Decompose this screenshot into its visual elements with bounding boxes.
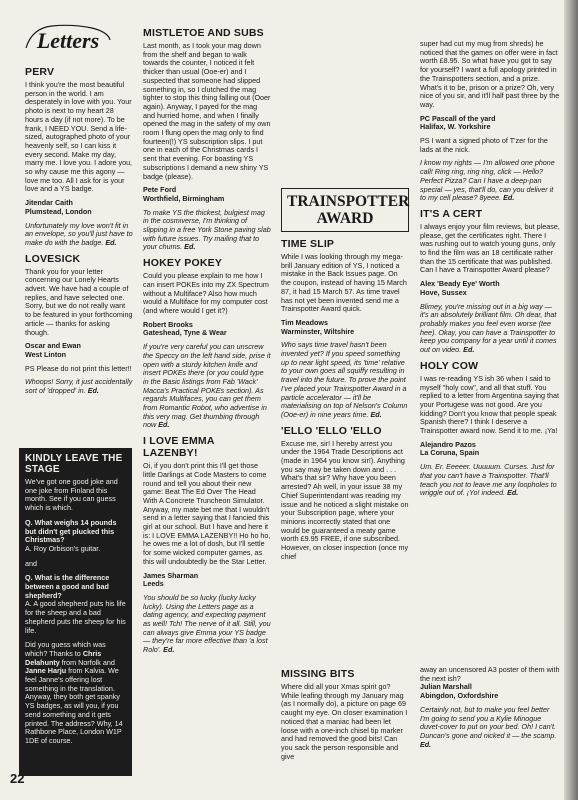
ello-reply: I know my rights — I'm allowed one phone call! Ring ring, ring ring, click — Hello? Perfect Pizza? Can I have a deep-pan special — yes, that'll do, can you deliver it to my cell please? 8yeee. [420,158,555,203]
mistletoe-sig-name: Pete Ford [143,185,177,195]
emma-sig-name: James Sharman [143,570,199,580]
mistletoe-body: Last month, as I took your mag down from the shelf and began to walk towards the counter, I noticed it felt thicker than usual (Ooe-er) and I suspected that someone had slipped something in, so I clutched the mag tighter to stop this thing falling out (Ooer again). Anyway, I payed for the mag and hurried home, and when I finally opened the mag in the safety of my own room I flung open the mag only to find fourteen(!) YS subscription slips. I put one in each of the Christmas cards I sent that evening. For boasting YS subscriptions I demand a new shiny YS badge (please). [143,41,271,181]
ello-ps: PS I want a signed photo of T'zer for the lads at the nick. [420,136,548,154]
ello-sig-place: Halifax, W. Yorkshire [420,122,491,132]
binding-gutter [564,0,578,800]
missing-bits-left [281,668,409,766]
timeslip-sig-name: Tim Meadows [281,317,328,327]
holy-heading: HOLY COW [420,359,479,372]
ello-body: Excuse me, sir! I hereby arrest you under the 1964 Trade Descriptions act (made in 1964 you know sir!). Anything you say may be taken down and . . . What's that sir? Why have you been arrested? Ah well, in your issue 38 my Chief Superintendant was reading my issue and he noticed a slight mistake on your Subscription page, where your minions incorrectly stated that one would be guaranteed a meaty game worth £9.95 FREE, if one subscribed. However, on closer inspection (once my chief [281,438,409,561]
kindly-closing-a: Did you guess which was which? Thanks to [25,640,106,658]
missing-reply: Certainly not, but to make you feel better I'm going to send you a Kylie Minogue duvet-cover to put on your bed. Oh! I can't. Duncan's gone and nicked it — the scamp. [420,704,557,740]
kindly-intro: We've got one good joke and one joke from Finland this month. See if you can guess which is which. [25,477,118,513]
column-1 [25,66,133,401]
perv-reply-ed: Ed. [105,237,117,247]
emma-reply: You should be so lucky (lucky lucky lucky). Using the Letters page as a dating agency, and expecting payment as well! Tch! The nerve of it all. Still, you can always give Emma your YS badge — they're far more effective than 'a lost Rolo'. [143,592,271,655]
kindly-closing-name2: Janne Harju [25,666,67,676]
kindly-closing-b: from Norfolk and [61,657,115,667]
hokey-body: Could you please explain to me how I can insert POKEs into my ZX Spectrum without a Multiface? Also how much would a Multiface for my computer cost (and where would I get it?) [143,271,269,315]
missing-body: Where did all your Xmas spirit go? While leafing through my January mag (as I normally do), a picture on page 69 caught my eye. On closer examination I noticed that a maniac had been let loose with a one-inch chisel tip marker and had removed the good bits! Can you sack the person responsible and give [281,682,408,761]
hokey-sig-place: Gateshead, Tyne & Wear [143,328,227,338]
kindly-a1: A. Roy Orbison's guitar. [25,543,101,553]
cert-sig-place: Hove, Sussex [420,287,467,297]
missing-sig-place: Abingdon, Oxfordshire [420,691,499,701]
letters-logo [22,18,114,58]
timeslip-reply: Who says time travel hasn't been invented yet? If you speed something up to near light speed, its 'time' relative to your own goes all squiffy resulting in travel into the future. To prove the point I've placed your Trainspotter Award in a particle accelerator — it'll be materialising on top of Nelson's Column (Ooe-er) in nine years time. [281,340,408,419]
ello-heading: 'ELLO 'ELLO 'ELLO [281,424,382,437]
lovesick-sig-place: West Linton [25,349,66,359]
hokey-heading: HOKEY POKEY [143,257,223,270]
kindly-and: and [25,558,37,568]
lovesick-sig-name: Oscar and Ewan [25,341,81,351]
missing-sig-name: Julian Marshall [420,682,472,692]
hokey-sig-name: Robert Brooks [143,319,193,329]
kindly-heading: KINDLY LEAVE THE STAGE [25,453,123,475]
lovesick-reply-ed: Ed. [87,386,99,396]
hokey-reply: If you're very careful you can unscrew the Speccy on the left hand side, prise it open with a sturdy kitchen knife and insert POKEs there (or you could type in the Basic listings from Fab 'Wack' Macca's Practical POKEs section). As regards Multifaces, you can get them from Romantic Robot, who advertise in this very mag. Get thumbing through now [143,342,271,430]
emma-heading: I LOVE EMMA LAZENBY! [143,435,215,460]
perv-sig-name: Jitendar Caith [25,198,73,208]
column-2 [143,27,271,660]
perv-reply: Unfortunately my love won't fit in an envelope, so you'll just have to make do with the badge. [25,220,133,247]
emma-reply-ed: Ed. [163,645,175,655]
holy-sig-place: La Coruna, Spain [420,448,480,458]
lovesick-heading: LOVESICK [25,252,81,265]
hokey-reply-ed: Ed. [158,420,170,430]
timeslip-reply-ed: Ed. [370,409,382,419]
trainspotter-award-title: TRAINSPOTTER AWARD [281,188,409,232]
missing-heading: MISSING BITS [281,668,355,680]
kindly-closing-name1: Chris Delahunty [25,648,102,667]
lovesick-reply: Whoops! Sorry, it just accidentally sort of 'dropped' in. [25,377,133,396]
missing-bits-right [420,666,560,754]
cert-reply-ed: Ed. [463,345,475,355]
holy-body: I was re-reading YS ish 36 when I said to myself "holy cow", and all that stuff. You replied to a letter from Argentina saying that your Portugese was not good. Are you kidding? Don't you know that people speak Spanish there? I think I deserve a Trainspotter award now. Send it to me. ¡Ya! [420,373,560,436]
mistletoe-reply-ed: Ed. [184,242,196,252]
timeslip-body: While I was looking through my mega-brill January edition of YS, I noticed a mistake in the Back Issues page. On the coupon, instead of having 15 March 87, it had 15 March 57. As time travel has not yet been invented send me a Trainspotter Award quick. [281,252,407,314]
kindly-leave-the-stage-box [19,448,132,776]
timeslip-sig-place: Warminster, Wiltshire [281,326,355,336]
holy-reply-ed: Ed. [507,488,519,498]
holy-sig-name: Alejandro Pazos [420,439,476,449]
column-3 [281,186,409,567]
cert-reply: Blimey, you're missing out in a big way — it's an absolutely brilliant film. Oh dear, that probably makes you feel even worse (tee hee). Okay, you can have a Trainspotter to keep you company for a year until it comes out on video. [420,301,557,355]
emma-body: Oi, if you don't print this I'll get those little Darlings at Code Masters to come round and tell you about their new game: Beat The Ed Over The Head With A Concrete Truncheon Simulator. Anyway, my mate bet me that I wouldn't send in a letter saying that I fancied this girl at our school. But I have and here it is: I LOVE EMMA LAZENBY!! Ho ho ho, he owes me a lot of dosh, but I'll settle for some wicked computer games, as this will undoubtedly be the Star Letter. [143,461,271,566]
perv-sig-place: Plumstead, London [25,206,92,216]
perv-body: I think you're the most beautiful person in the world. I am desperately in love with you. Your photo is next to my heart 28 hours a day (if not more). To be frank, I NEED YOU. Send a life-sized, autographed photo of your heavenly self, so I can kiss it every second. Make my day, marry me. I love you. I adore you, so why cause me this agony — love me too. All I ask for is your love and a YS badge. [25,80,133,194]
lovesick-ps: PS Please do not print this letter!! [25,363,132,373]
missing-continued: away an uncensored A3 poster of them with the next ish? [420,665,560,683]
ello-continued: super had cut my mug from shreds) he noticed that the games on offer were in fact worth £8.95. So what have you got to say for yourself? I want a full apology printed in the Trainspotters section, and a prize. What's it to be, prison or a prize? Oh, very nice of you sir, and it'll half past three by the way. [420,39,560,109]
ello-sig-name: PC Pascall of the yard [420,113,496,123]
kindly-a2: A. A good shepherd puts his life for the sheep and a bad shepherd puts the sheep for his life. [25,599,126,635]
perv-heading: PERV [25,66,55,78]
column-4 [420,40,560,503]
mistletoe-heading: MISTLETOE AND SUBS [143,27,264,39]
missing-reply-ed: Ed. [420,739,432,749]
page-number: 22 [10,771,25,786]
ello-reply-ed: Ed. [503,193,515,203]
lovesick-body: Thank you for your letter concerning our Lonely Hearts advert. We have had a couple of replies, and have selected one. Sorry, but we do not really want to be featured in your forthcoming article — thanks for asking though. [25,266,133,337]
kindly-closing-c: from Kalvia. We feel Janne's offering lost something in the translation. Anyway, they both get spanky YS badges, as will you, if you send something and it gets printed. The address? Why, 14 Rathbone Place, London W1P 1DE of course. [25,666,123,745]
kindly-q2: Q. What is the difference between a good and bad shepherd? [25,573,110,600]
cert-body: I always enjoy your film reviews, but please, please, get the certificates right. There I was rushing out to watch young guns, only to find the film was an 18 certificate rather than the 15 certificate that was published. Can I have a Trainspotter Award please? [420,221,560,275]
mistletoe-reply: To make YS the thickest, bulgiest mag in the cosmiverse, I'm thinking of slipping in a free York Stone paving slab with future issues. Try mailing that to your chums. [143,207,271,252]
masthead: Letters [36,28,100,53]
cert-heading: IT'S A CERT [420,207,483,220]
holy-reply: Um. Er. Eeeeer. Uuuuum. Curses. Just for that you can't have a Trainspotter. That'll teach you not to leave me any loopholes to wriggle out of. ¡Yo! indeed. [420,462,557,498]
cert-sig-name: Alex 'Beady Eye' Worth [420,279,500,289]
timeslip-heading: TIME SLIP [281,238,335,250]
mistletoe-sig-place: Worthfield, Birmingham [143,193,225,203]
kindly-q1: Q. What weighs 14 pounds but didn't get plucked this Christmas? [25,517,117,545]
emma-sig-place: Leeds [143,579,164,589]
